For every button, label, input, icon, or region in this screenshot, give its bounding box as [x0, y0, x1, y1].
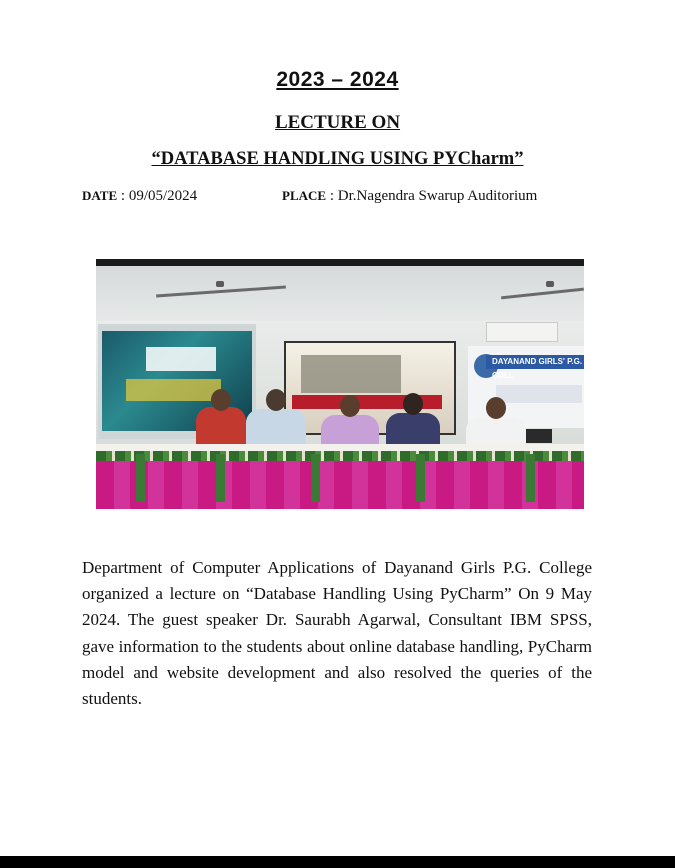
iqac-banner-title: DAYANAND GIRLS' P.G. COLL [486, 355, 584, 369]
person-head [486, 397, 506, 419]
session-year: 2023 – 2024 [276, 68, 399, 91]
lecture-topic: “DATABASE HANDLING USING PYCharm” [151, 149, 524, 169]
page-bottom-border [0, 856, 675, 868]
garland-drop [416, 454, 425, 502]
projected-chart [146, 347, 216, 371]
date-value: : 09/05/2024 [117, 188, 198, 204]
laptop [526, 429, 552, 443]
place-line [282, 188, 537, 205]
place-value: : Dr.Nagendra Swarup Auditorium [326, 188, 538, 204]
ceiling-fan-icon [546, 281, 554, 287]
person [196, 407, 246, 449]
projected-text [126, 379, 221, 401]
place-label: PLACE [282, 188, 327, 203]
date-line [82, 188, 197, 205]
iqac-banner-subtitle [496, 385, 582, 403]
person-head [211, 389, 231, 411]
person-head [340, 395, 360, 417]
person [246, 409, 306, 449]
garland-drop [526, 454, 535, 502]
person-head [403, 393, 423, 415]
garland-drop [136, 454, 145, 502]
garland-drop [216, 454, 225, 502]
ceiling-fan-icon [216, 281, 224, 287]
garland-drop [311, 454, 320, 502]
flower-garland [96, 451, 584, 461]
photo-top-border [96, 259, 584, 266]
event-photo [96, 259, 584, 509]
event-description: Department of Computer Applications of Dayanand Girls P.G. College organized a lecture on “Database Handling Using PyCharm” On 9 May 2024. The guest speaker Dr. Saurabh Agarwal, Consultant IBM SPSS, gave information to the students about online database handling, PyCharm model and website development and also resolved the queries of the students. [82, 558, 592, 709]
banner-building-image [301, 355, 401, 393]
person-head [266, 389, 286, 411]
lecture-heading: LECTURE ON [274, 112, 401, 133]
date-label: DATE [82, 188, 118, 203]
table-cloth [96, 454, 584, 509]
air-conditioner [486, 322, 558, 342]
